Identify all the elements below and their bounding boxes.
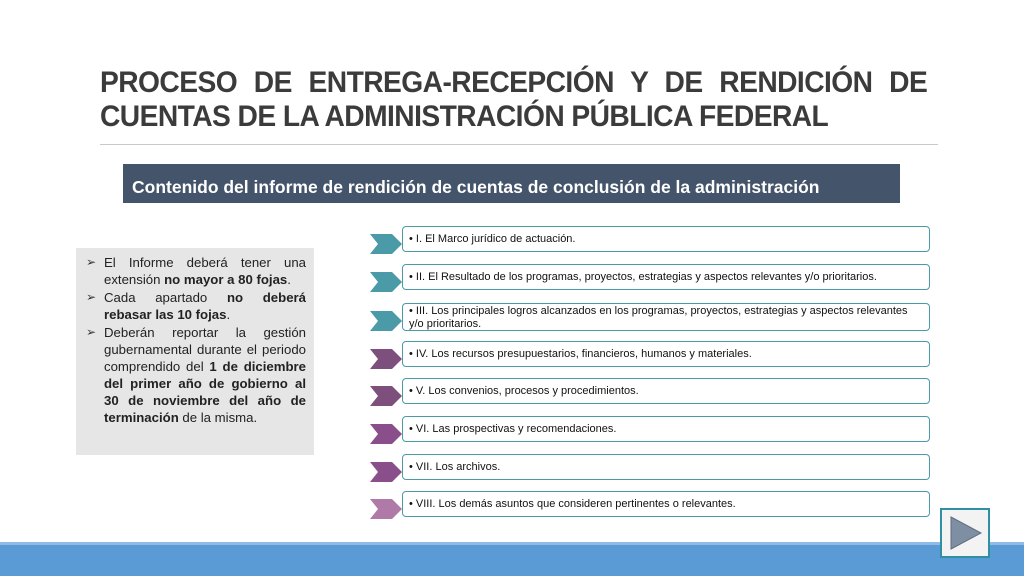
page-title bbox=[100, 66, 928, 134]
chevron-arrow-icon bbox=[370, 311, 402, 331]
chevron-arrow-icon bbox=[370, 424, 402, 444]
requirements-box bbox=[76, 248, 314, 455]
title-line-1: PROCESO DE ENTREGA-RECEPCIÓN Y DE RENDICIÓN DE bbox=[100, 66, 928, 99]
arrow-bullet-icon: ➢ bbox=[86, 290, 97, 304]
list-item-box: • VII. Los archivos. bbox=[402, 454, 930, 480]
arrow-bullet-icon: ➢ bbox=[86, 255, 97, 269]
title-line-2: CUENTAS DE LA ADMINISTRACIÓN PÚBLICA FEDERAL bbox=[100, 100, 829, 133]
chevron-arrow-icon bbox=[370, 386, 402, 406]
chevron-arrow-icon bbox=[370, 272, 402, 292]
chevron-arrow-icon bbox=[370, 349, 402, 369]
requirement-item: ➢ El Informe deberá tener una extensión no mayor a 80 fojas. bbox=[86, 255, 306, 287]
list-item bbox=[370, 226, 932, 254]
list-item bbox=[370, 378, 932, 406]
list-item bbox=[370, 303, 932, 331]
chevron-arrow-icon bbox=[370, 234, 402, 254]
arrow-bullet-icon: ➢ bbox=[86, 325, 97, 339]
title-divider bbox=[100, 144, 938, 145]
play-icon bbox=[942, 510, 988, 556]
footer-band bbox=[0, 542, 1024, 576]
list-item bbox=[370, 341, 932, 369]
list-item-box: • VIII. Los demás asuntos que consideren pertinentes o relevantes. bbox=[402, 491, 930, 517]
next-slide-button[interactable] bbox=[940, 508, 990, 558]
section-banner: Contenido del informe de rendición de cuentas de conclusión de la administración bbox=[123, 164, 900, 203]
requirement-item: ➢ Cada apartado no deberá rebasar las 10 fojas. bbox=[86, 290, 306, 322]
list-item-box: • III. Los principales logros alcanzados en los programas, proyectos, estrategias y aspectos relevantes y/o prioritarios. bbox=[402, 303, 930, 331]
list-item bbox=[370, 264, 932, 292]
requirement-item: ➢ Deberán reportar la gestión gubernamental durante el periodo comprendido del 1 de diciembre del primer año de gobierno al 30 de noviembre del año de terminación de la misma. bbox=[86, 325, 306, 425]
list-item bbox=[370, 491, 932, 519]
list-item-box: • II. El Resultado de los programas, proyectos, estrategias y aspectos relevantes y/o prioritarios. bbox=[402, 264, 930, 290]
chevron-arrow-icon bbox=[370, 499, 402, 519]
footer-strip bbox=[0, 542, 1024, 545]
list-item bbox=[370, 416, 932, 444]
list-item-box: • V. Los convenios, procesos y procedimientos. bbox=[402, 378, 930, 404]
chevron-arrow-icon bbox=[370, 462, 402, 482]
list-item bbox=[370, 454, 932, 482]
list-item-box: • I. El Marco jurídico de actuación. bbox=[402, 226, 930, 252]
list-item-box: • IV. Los recursos presupuestarios, financieros, humanos y materiales. bbox=[402, 341, 930, 367]
list-item-box: • VI. Las prospectivas y recomendaciones. bbox=[402, 416, 930, 442]
